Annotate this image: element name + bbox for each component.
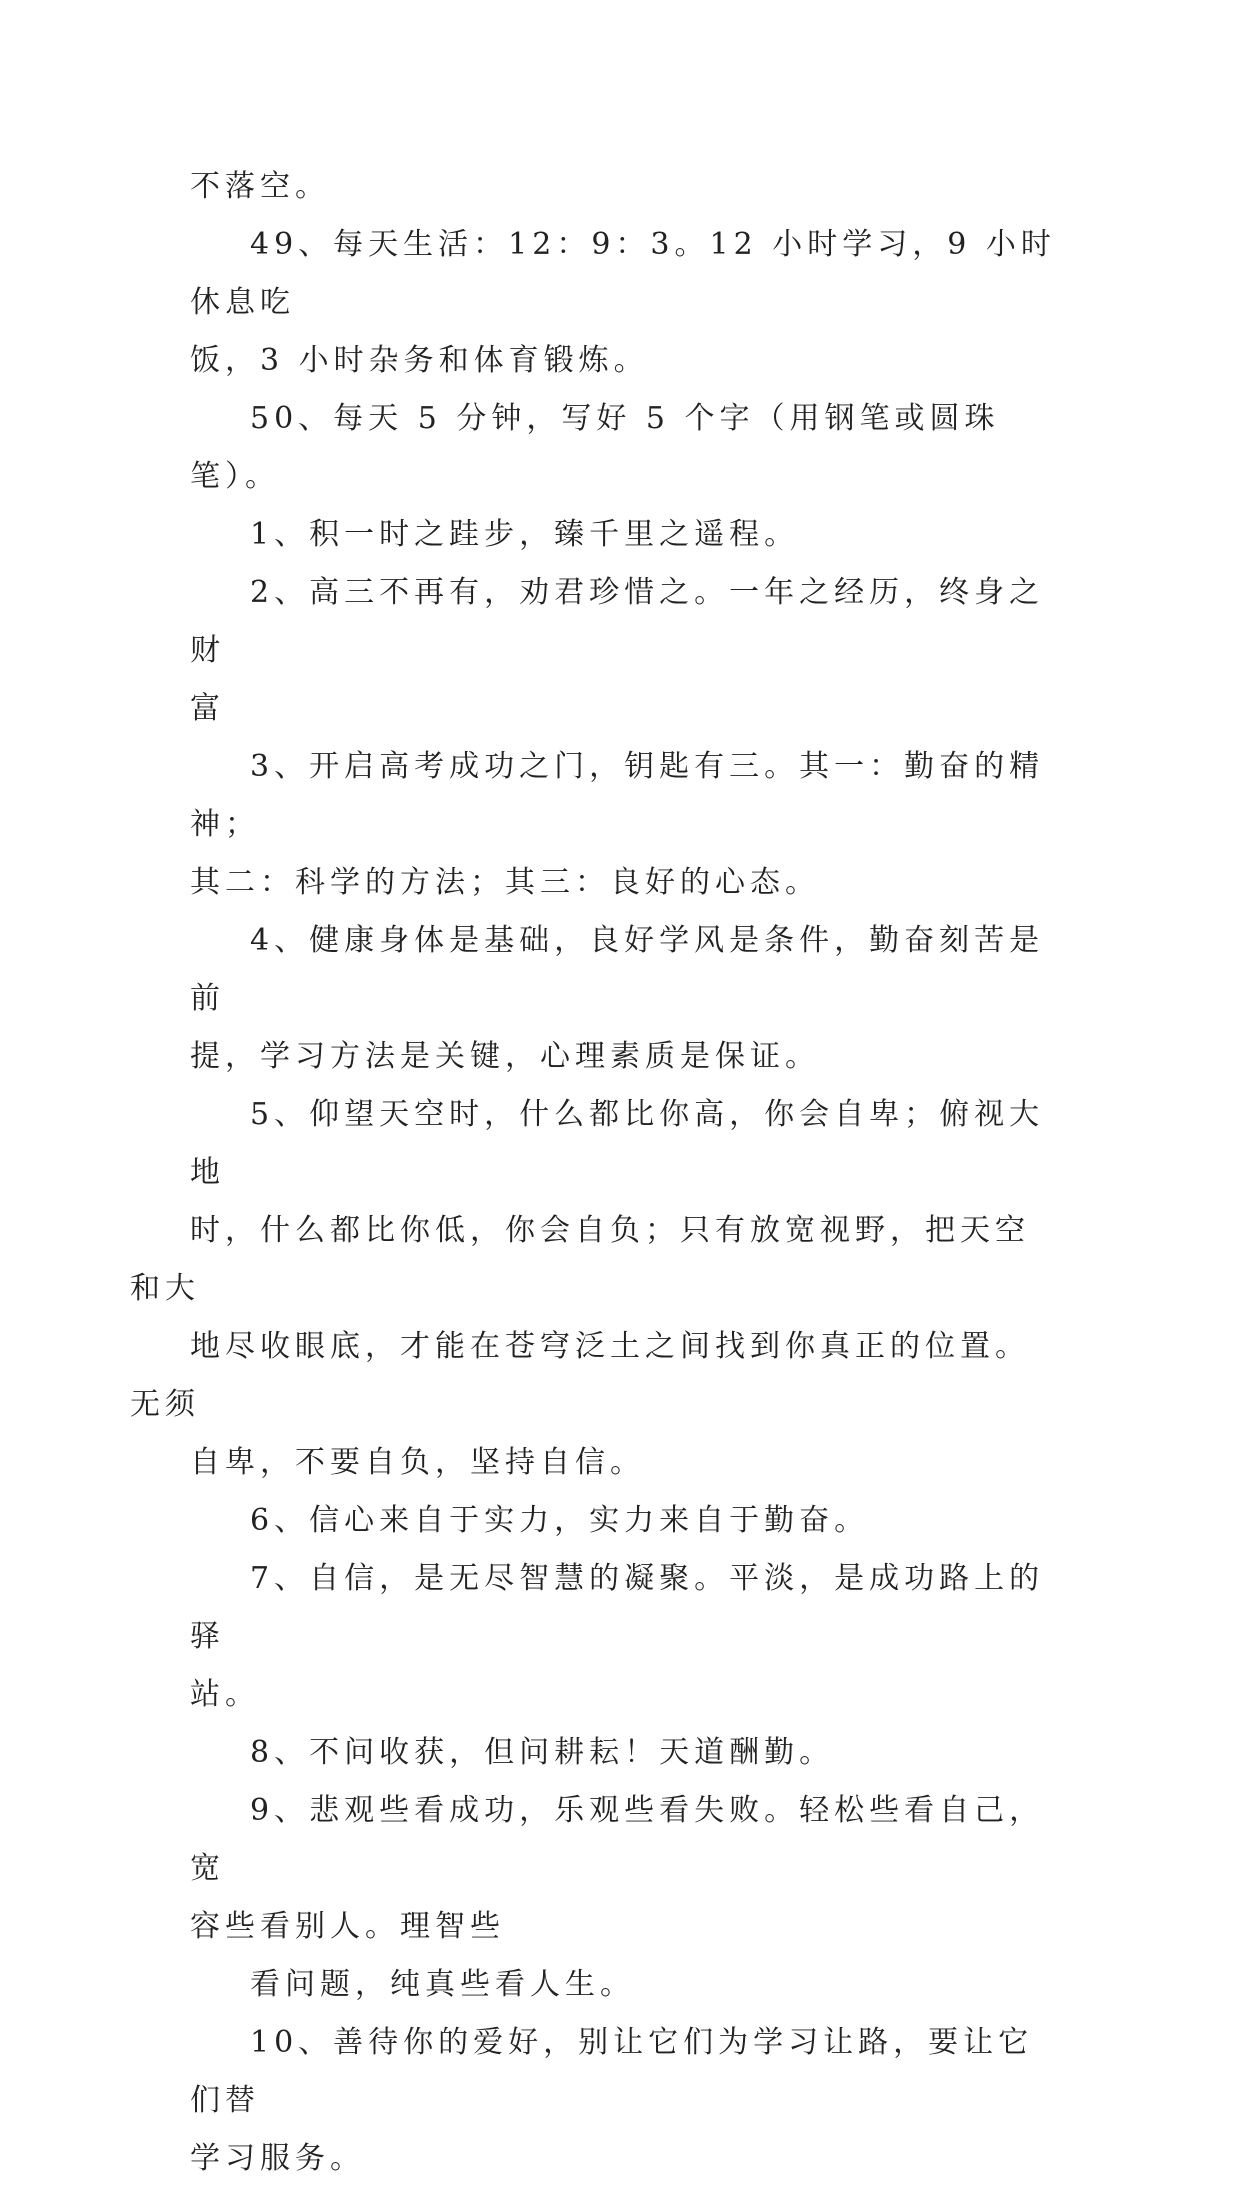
text-line: 地尽收眼底，才能在苍穹泛土之间找到你真正的位置。无须: [130, 1329, 1030, 1422]
paragraph: [190, 1550, 1060, 1724]
paragraph: [190, 1956, 1060, 2014]
text-line: 时，什么都比你低，你会自负；只有放宽视野，把天空和大: [130, 1213, 1030, 1306]
paragraph: [190, 1492, 1060, 1550]
text-line: 站。: [190, 1677, 260, 1712]
text-line: 自卑，不要自负，坚持自信。: [190, 1445, 645, 1480]
text-line: 4、健康身体是基础，良好学风是条件，勤奋刻苦是前: [190, 923, 1045, 1016]
paragraph: [130, 1086, 1060, 1492]
text-line: 1、积一时之跬步，臻千里之遥程。: [250, 517, 800, 552]
paragraph: [190, 506, 1060, 564]
text-line: 50、每天 5 分钟，写好 5 个字（用钢笔或圆珠笔）。: [190, 401, 1000, 494]
text-line: 饭，3 小时杂务和体育锻炼。: [190, 343, 649, 378]
text-line: 富: [190, 691, 225, 726]
text-line: 不落空。: [190, 169, 330, 204]
text-line: 容些看别人。理智些: [190, 1909, 505, 1944]
paragraph: [190, 1724, 1060, 1782]
text-line: 2、高三不再有，劝君珍惜之。一年之经历，终身之财: [190, 575, 1045, 668]
text-line: 看问题，纯真些看人生。: [250, 1967, 635, 2002]
paragraph: [190, 738, 1060, 912]
paragraph: [190, 158, 1060, 216]
paragraph: [190, 1782, 1060, 1956]
paragraph: [190, 2014, 1060, 2188]
text-line: 6、信心来自于实力，实力来自于勤奋。: [250, 1503, 870, 1538]
text-line: 7、自信，是无尽智慧的凝聚。平淡，是成功路上的驿: [190, 1561, 1045, 1654]
text-line: 9、悲观些看成功，乐观些看失败。轻松些看自己，宽: [190, 1793, 1045, 1886]
text-line: 其二：科学的方法；其三：良好的心态。: [190, 865, 820, 900]
document-body: [130, 158, 1060, 2188]
text-line: 10、善待你的爱好，别让它们为学习让路，要让它们替: [190, 2025, 1034, 2118]
text-line: 3、开启高考成功之门，钥匙有三。其一：勤奋的精神；: [190, 749, 1045, 842]
text-line: 49、每天生活：12：9：3。12 小时学习，9 小时休息吃: [190, 227, 1056, 320]
paragraph: [190, 390, 1060, 506]
text-line: 5、仰望天空时，什么都比你高，你会自卑；俯视大地: [190, 1097, 1045, 1190]
paragraph: [190, 216, 1060, 390]
text-line: 学习服务。: [190, 2141, 365, 2176]
text-line: 提，学习方法是关键，心理素质是保证。: [190, 1039, 820, 1074]
text-line: 8、不问收获，但问耕耘！天道酬勤。: [250, 1735, 835, 1770]
paragraph: [190, 564, 1060, 738]
paragraph: [190, 912, 1060, 1086]
